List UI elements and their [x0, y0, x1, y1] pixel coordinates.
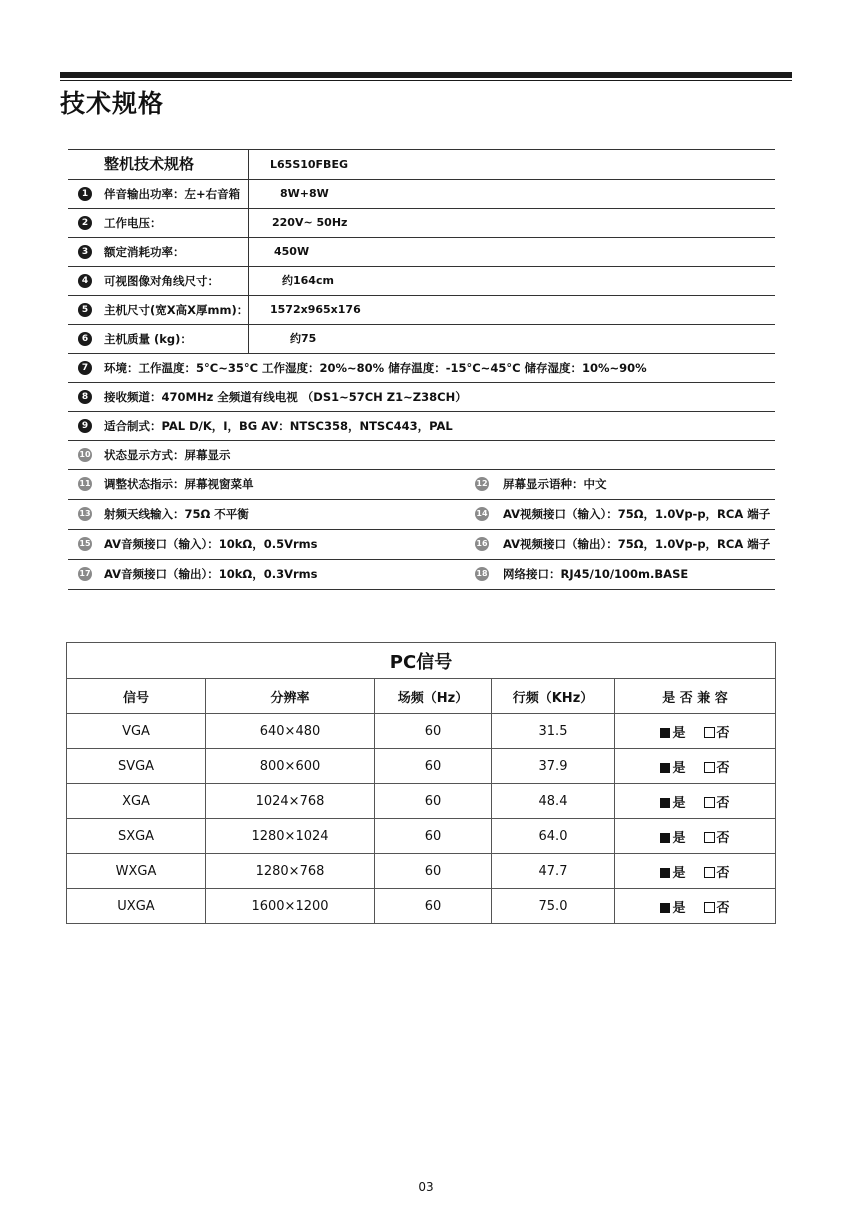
- spec-row: [68, 209, 775, 238]
- spec-text-left: 调整状态指示：屏幕视窗菜单: [104, 477, 254, 491]
- model-number: L65S10FBEG: [270, 158, 348, 171]
- spec-row: [68, 383, 775, 412]
- unchecked-box-icon: [704, 867, 715, 878]
- spec-label: 主机尺寸(宽X高X厚mm)：: [104, 303, 249, 317]
- item-number: 7: [78, 361, 92, 375]
- table-row: [67, 714, 776, 749]
- signal-cell: SVGA: [67, 749, 206, 784]
- spec-text: 环境：工作温度：5°C~35°C 工作湿度：20%~80% 储存温度：-15°C~45°C 储存湿度：10%~90%: [104, 361, 647, 375]
- table-row: [67, 784, 776, 819]
- checked-box-icon: [660, 798, 670, 808]
- page-title: 技术规格: [60, 89, 165, 118]
- resolution-cell: 1024×768: [206, 784, 375, 819]
- pc-table-header: [67, 679, 776, 714]
- table-row: [67, 889, 776, 924]
- spec-row: [68, 560, 775, 590]
- signal-cell: WXGA: [67, 854, 206, 889]
- item-number: 4: [78, 274, 92, 288]
- spec-text-left: 射频天线输入：75Ω 不平衡: [104, 507, 249, 521]
- spec-text: 状态显示方式：屏幕显示: [104, 448, 231, 462]
- spec-value: 1572x965x176: [270, 303, 361, 316]
- pc-table-caption: PC信号: [67, 643, 776, 679]
- item-number: 5: [78, 303, 92, 317]
- spec-label: 可视图像对角线尺寸：: [104, 274, 219, 288]
- spec-header-label: 整机技术规格: [104, 155, 195, 173]
- spec-row: [68, 296, 775, 325]
- resolution-cell: 1280×768: [206, 854, 375, 889]
- hfreq-cell: 47.7: [492, 854, 615, 889]
- col-header-signal: 信号: [67, 679, 206, 714]
- yes-label: 是: [672, 865, 686, 881]
- no-label: 否: [716, 795, 730, 811]
- no-label: 否: [716, 830, 730, 846]
- unchecked-box-icon: [704, 727, 715, 738]
- spec-text-right: 网络接口：RJ45/10/100m.BASE: [503, 567, 689, 581]
- yes-label: 是: [672, 795, 686, 811]
- item-number: 10: [78, 448, 92, 462]
- compat-cell: [615, 854, 776, 889]
- spec-value: 约75: [290, 332, 317, 345]
- no-label: 否: [716, 865, 730, 881]
- spec-label: 工作电压：: [104, 216, 162, 230]
- item-number: 15: [78, 537, 92, 551]
- vfreq-cell: 60: [375, 854, 492, 889]
- hfreq-cell: 75.0: [492, 889, 615, 924]
- item-number: 9: [78, 419, 92, 433]
- signal-cell: XGA: [67, 784, 206, 819]
- no-label: 否: [716, 725, 730, 741]
- spec-text-right: AV视频接口（输出）：75Ω，1.0Vp-p，RCA 端子: [503, 537, 771, 551]
- col-header-hfreq: 行频（KHz）: [492, 679, 615, 714]
- compat-cell: [615, 889, 776, 924]
- yes-label: 是: [672, 760, 686, 776]
- resolution-cell: 1280×1024: [206, 819, 375, 854]
- top-rule-thin: [60, 80, 792, 81]
- resolution-cell: 1600×1200: [206, 889, 375, 924]
- compat-cell: [615, 749, 776, 784]
- spec-header-row: [68, 149, 775, 180]
- compat-cell: [615, 714, 776, 749]
- top-rule: [60, 72, 792, 78]
- signal-cell: UXGA: [67, 889, 206, 924]
- col-header-vfreq: 场频（Hz）: [375, 679, 492, 714]
- vfreq-cell: 60: [375, 819, 492, 854]
- vfreq-cell: 60: [375, 784, 492, 819]
- spec-text: 接收频道：470MHz 全频道有线电视 （DS1~57CH Z1~Z38CH）: [104, 390, 467, 404]
- item-number: 16: [475, 537, 489, 551]
- item-number: 18: [475, 567, 489, 581]
- compat-cell: [615, 784, 776, 819]
- hfreq-cell: 64.0: [492, 819, 615, 854]
- table-row: [67, 854, 776, 889]
- yes-label: 是: [672, 900, 686, 916]
- spec-row: [68, 267, 775, 296]
- spec-row: [68, 441, 775, 470]
- hfreq-cell: 31.5: [492, 714, 615, 749]
- spec-text-left: AV音频接口（输入）：10kΩ，0.5Vrms: [104, 537, 318, 551]
- checked-box-icon: [660, 868, 670, 878]
- spec-row: [68, 238, 775, 267]
- item-number: 1: [78, 187, 92, 201]
- item-number: 12: [475, 477, 489, 491]
- spec-text-left: AV音频接口（输出）：10kΩ，0.3Vrms: [104, 567, 318, 581]
- spec-row: [68, 180, 775, 209]
- vfreq-cell: 60: [375, 749, 492, 784]
- item-number: 11: [78, 477, 92, 491]
- pc-signal-table: [66, 642, 776, 924]
- resolution-cell: 640×480: [206, 714, 375, 749]
- col-header-resolution: 分辨率: [206, 679, 375, 714]
- spec-value: 450W: [274, 245, 310, 258]
- spec-label: 伴音输出功率：左+右音箱: [104, 187, 241, 201]
- page-number: 03: [418, 1180, 434, 1194]
- no-label: 否: [716, 900, 730, 916]
- spec-value: 8W+8W: [280, 187, 329, 200]
- signal-cell: SXGA: [67, 819, 206, 854]
- hfreq-cell: 48.4: [492, 784, 615, 819]
- item-number: 6: [78, 332, 92, 346]
- spec-label: 额定消耗功率：: [104, 245, 185, 259]
- checked-box-icon: [660, 763, 670, 773]
- checked-box-icon: [660, 728, 670, 738]
- item-number: 3: [78, 245, 92, 259]
- resolution-cell: 800×600: [206, 749, 375, 784]
- spec-text: 适合制式：PAL D/K，I，BG AV：NTSC358，NTSC443，PAL: [104, 419, 453, 433]
- spec-value: 220V~ 50Hz: [272, 216, 348, 229]
- vfreq-cell: 60: [375, 714, 492, 749]
- spec-row: [68, 500, 775, 530]
- spec-text-right: AV视频接口（输入）：75Ω，1.0Vp-p，RCA 端子: [503, 507, 771, 521]
- spec-text-right: 屏幕显示语种：中文: [503, 477, 607, 491]
- spec-row: [68, 412, 775, 441]
- checked-box-icon: [660, 833, 670, 843]
- hfreq-cell: 37.9: [492, 749, 615, 784]
- spec-row: [68, 354, 775, 383]
- table-row: [67, 819, 776, 854]
- spec-value: 约164cm: [282, 274, 334, 287]
- compat-cell: [615, 819, 776, 854]
- item-number: 17: [78, 567, 92, 581]
- spec-row: [68, 470, 775, 500]
- item-number: 13: [78, 507, 92, 521]
- checked-box-icon: [660, 903, 670, 913]
- item-number: 14: [475, 507, 489, 521]
- vfreq-cell: 60: [375, 889, 492, 924]
- yes-label: 是: [672, 830, 686, 846]
- no-label: 否: [716, 760, 730, 776]
- spec-label: 主机质量 (kg)：: [104, 332, 192, 346]
- unchecked-box-icon: [704, 902, 715, 913]
- spec-table: [68, 149, 775, 590]
- item-number: 8: [78, 390, 92, 404]
- col-header-compat: 是 否 兼 容: [615, 679, 776, 714]
- spec-row: [68, 325, 775, 354]
- unchecked-box-icon: [704, 797, 715, 808]
- spec-row: [68, 530, 775, 560]
- item-number: 2: [78, 216, 92, 230]
- unchecked-box-icon: [704, 832, 715, 843]
- unchecked-box-icon: [704, 762, 715, 773]
- table-row: [67, 749, 776, 784]
- yes-label: 是: [672, 725, 686, 741]
- signal-cell: VGA: [67, 714, 206, 749]
